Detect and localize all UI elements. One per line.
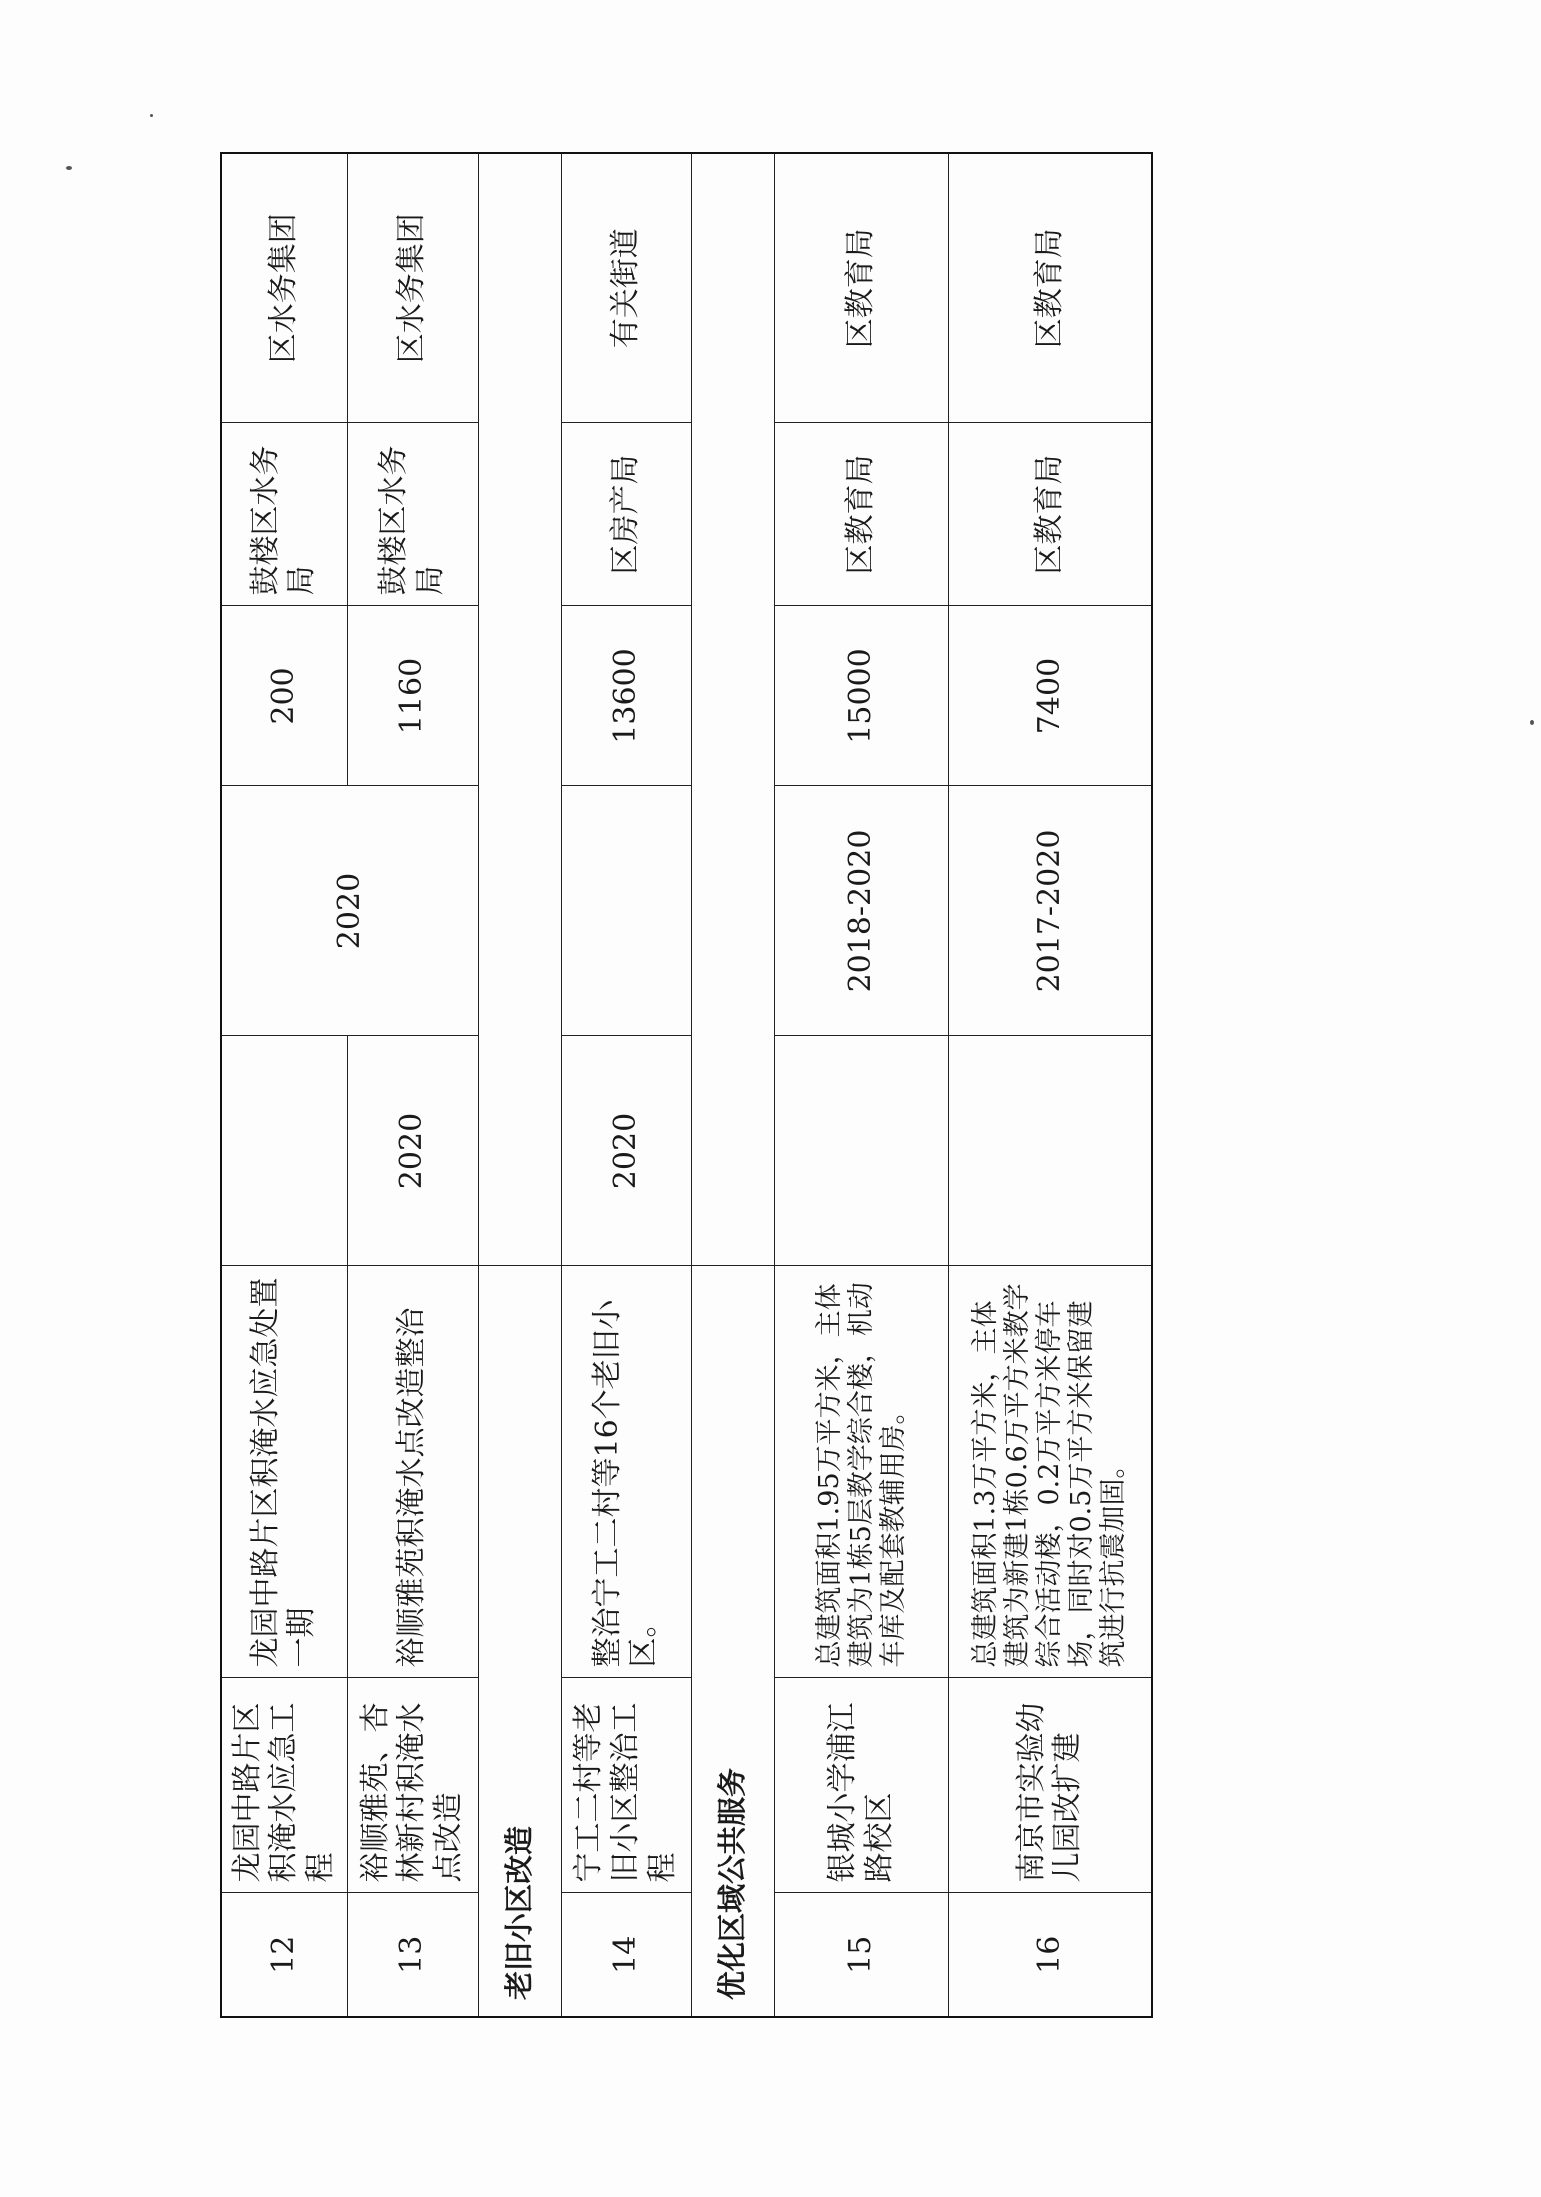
investment: 15000: [775, 606, 949, 786]
project-content: 裕顺雅苑积淹水点改造整治: [347, 1266, 478, 1678]
section-title: 老旧小区改造: [478, 1266, 561, 2017]
implementing-unit: 区水务集团: [221, 153, 347, 423]
project-content: 总建筑面积1.3万平方米，主体建筑为新建1栋0.6万平方米教学综合活动楼，0.2万平方米停车场，同时对0.5万平方米保留建筑进行抗震加固。: [949, 1266, 1152, 1678]
project-content: 总建筑面积1.95万平方米，主体建筑为1栋5层教学综合楼，机动车库及配套教辅用房。: [775, 1266, 949, 1678]
table-row: [949, 153, 1152, 2017]
lead-department: 区教育局: [775, 423, 949, 606]
project-name: 银城小学浦江路校区: [775, 1678, 949, 1893]
lead-department: 鼓楼区水务局: [221, 423, 347, 606]
start-year: 2018-2020: [775, 786, 949, 1036]
table-row: [347, 153, 478, 2017]
construction-period: [775, 1036, 949, 1266]
implementing-unit: 区教育局: [775, 153, 949, 423]
project-content: 龙园中路片区积淹水应急处置一期: [221, 1266, 347, 1678]
table-row: [221, 153, 347, 2017]
row-number: 12: [221, 1893, 347, 2017]
project-name: 南京市实验幼儿园改扩建: [949, 1678, 1152, 1893]
project-content: 整治宁工二村等16个老旧小区。: [561, 1266, 692, 1678]
row-number: 15: [775, 1893, 949, 2017]
row-number: 14: [561, 1893, 692, 2017]
start-year: 2020: [221, 786, 478, 1036]
section-title: 优化区域公共服务: [692, 1266, 775, 2017]
scan-speck: [150, 114, 153, 117]
investment: 7400: [949, 606, 1152, 786]
rotated-table-frame: [220, 154, 1153, 2018]
scan-speck: [1530, 720, 1534, 725]
project-name: 裕顺雅苑、杏林新村积淹水点改造: [347, 1678, 478, 1893]
lead-department: 鼓楼区水务局: [347, 423, 478, 606]
construction-period: 2020: [561, 1036, 692, 1266]
investment: 13600: [561, 606, 692, 786]
scan-speck: [66, 166, 72, 170]
start-year: [561, 786, 692, 1036]
project-table: [220, 152, 1153, 2018]
implementing-unit: 有关街道: [561, 153, 692, 423]
construction-period: 2020: [347, 1036, 478, 1266]
lead-department: 区教育局: [949, 423, 1152, 606]
investment: 200: [221, 606, 347, 786]
lead-department: 区房产局: [561, 423, 692, 606]
section-row: [692, 153, 775, 2017]
project-name: 宁工二村等老旧小区整治工程: [561, 1678, 692, 1893]
investment: 1160: [347, 606, 478, 786]
row-number: 16: [949, 1893, 1152, 2017]
implementing-unit: 区教育局: [949, 153, 1152, 423]
construction-period: [221, 1036, 347, 1266]
section-row: [478, 153, 561, 2017]
project-name: 龙园中路片区积淹水应急工程: [221, 1678, 347, 1893]
table-row: [775, 153, 949, 2017]
table-row: [561, 153, 692, 2017]
implementing-unit: 区水务集团: [347, 153, 478, 423]
row-number: 13: [347, 1893, 478, 2017]
start-year: 2017-2020: [949, 786, 1152, 1036]
construction-period: [949, 1036, 1152, 1266]
section-filler: [692, 153, 775, 1266]
section-filler: [478, 153, 561, 1266]
